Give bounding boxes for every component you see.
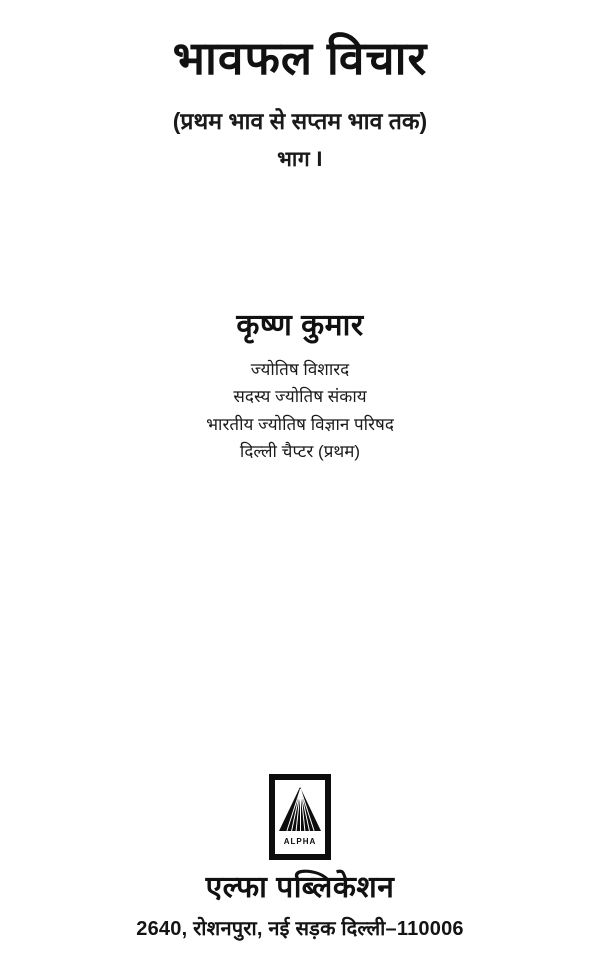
alpha-pyramid-logo-icon (269, 774, 331, 860)
book-subtitle: (प्रथम भाव से सप्तम भाव तक) (172, 107, 428, 134)
logo-inner-field (275, 780, 325, 854)
author-credential: दिल्ली चैप्टर (प्रथम) (239, 442, 361, 462)
publisher-address: 2640, रोशनपुरा, नई सड़क दिल्ली–110006 (136, 918, 464, 940)
page-title: भावफल विचार (172, 32, 428, 84)
publisher-block (0, 774, 600, 941)
author-credential: ज्योतिष विशारद (250, 359, 350, 379)
author-block (0, 303, 600, 466)
author-credential: भारतीय ज्योतिष विज्ञान परिषद (206, 414, 394, 434)
book-part: भाग I (277, 147, 323, 171)
title-block (0, 32, 600, 173)
author-credential: सदस्य ज्योतिष संकाय (233, 387, 367, 407)
logo-rays-shape (279, 789, 321, 831)
author-credentials (0, 356, 600, 466)
author-name: कृष्ण कुमार (236, 308, 364, 342)
publisher-name: एल्फा पब्लिकेशन (205, 871, 395, 904)
logo-label: ALPHA (283, 837, 317, 846)
